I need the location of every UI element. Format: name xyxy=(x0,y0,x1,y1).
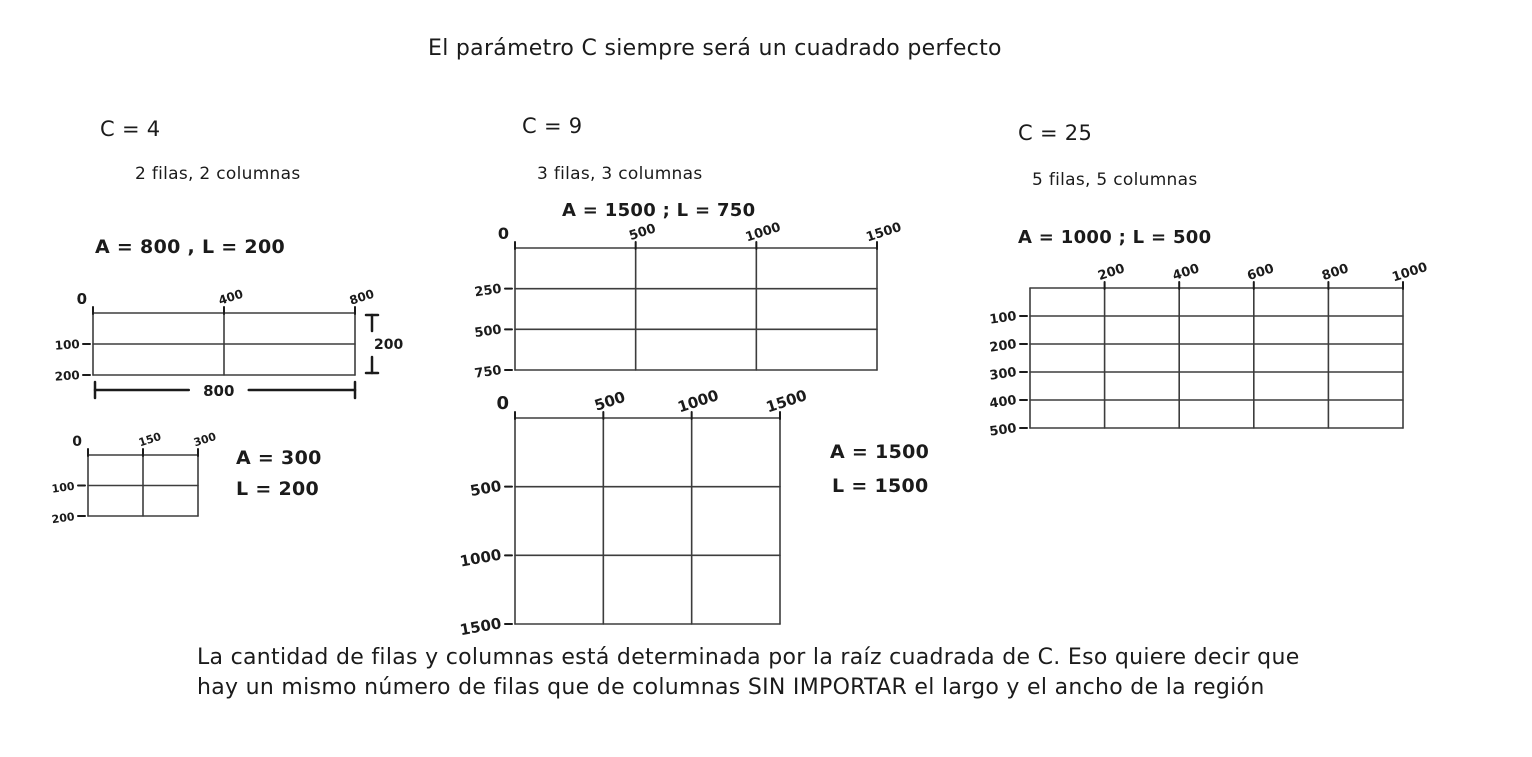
x-axis-label: 1000 xyxy=(743,219,783,246)
y-axis-label: 500 xyxy=(468,476,503,501)
section-c9-subheading: 3 filas, 3 columnas xyxy=(537,164,703,184)
y-axis-label: 100 xyxy=(50,479,76,496)
c9-square-grid xyxy=(458,386,809,639)
x-axis-label: 500 xyxy=(592,387,628,415)
y-axis-label: 200 xyxy=(988,337,1018,356)
x-axis-label: 300 xyxy=(191,429,218,450)
explanation-line-2: hay un mismo número de filas que de columnas SIN IMPORTAR el largo y el ancho de la región xyxy=(197,675,1265,700)
section-c25-heading: C = 25 xyxy=(1018,121,1093,145)
section-c4-annotation-length: L = 200 xyxy=(236,478,320,500)
x-axis-label: 400 xyxy=(1170,261,1202,284)
y-axis-label: 500 xyxy=(988,421,1018,440)
x-axis-label: 150 xyxy=(136,429,163,450)
c9-wide-grid xyxy=(474,220,904,382)
c25-grid xyxy=(989,260,1430,440)
x-axis-label: 1000 xyxy=(1390,259,1430,286)
section-c4-equation: A = 800 , L = 200 xyxy=(95,236,285,258)
y-axis-label: 100 xyxy=(54,337,81,353)
section-c4-heading: C = 4 xyxy=(100,117,161,141)
section-c9-annotation-length: L = 1500 xyxy=(832,475,929,497)
section-c9-equation: A = 1500 ; L = 750 xyxy=(562,200,756,221)
dimension-label: 200 xyxy=(374,337,404,353)
y-axis-label: 500 xyxy=(473,322,503,342)
y-axis-label: 200 xyxy=(54,368,81,384)
x-axis-label: 800 xyxy=(347,286,376,308)
c4-small-grid xyxy=(51,430,218,526)
section-c9-annotation-area: A = 1500 xyxy=(830,441,930,463)
y-axis-label: 750 xyxy=(473,363,503,382)
x-axis-label: 800 xyxy=(1320,261,1351,284)
section-c25-equation: A = 1000 ; L = 500 xyxy=(1018,227,1212,248)
x-axis-label: 400 xyxy=(216,286,245,308)
x-axis-label: 0 xyxy=(76,290,87,308)
y-axis-label: 300 xyxy=(988,365,1018,384)
x-axis-label: 1500 xyxy=(763,386,810,417)
y-axis-label: 250 xyxy=(473,281,503,301)
section-c9-heading: C = 9 xyxy=(522,114,583,138)
x-axis-label: 1000 xyxy=(675,386,721,417)
x-axis-label: 200 xyxy=(1096,261,1127,284)
x-axis-label: 500 xyxy=(627,221,658,244)
x-axis-label: 1500 xyxy=(864,219,904,246)
x-axis-label: 0 xyxy=(496,393,509,414)
x-axis-label: 0 xyxy=(497,224,509,243)
section-c25-subheading: 5 filas, 5 columnas xyxy=(1032,170,1198,190)
y-axis-label: 1000 xyxy=(458,545,503,571)
y-axis-label: 1500 xyxy=(458,614,503,640)
section-c4-subheading: 2 filas, 2 columnas xyxy=(135,164,301,184)
x-axis-label: 600 xyxy=(1245,261,1276,284)
section-c4-annotation-area: A = 300 xyxy=(236,447,322,469)
dimension-label: 800 xyxy=(203,382,235,400)
x-axis-label: 0 xyxy=(72,434,82,450)
explanation-line-1: La cantidad de filas y columnas está determinada por la raíz cuadrada de C. Eso quiere decir que xyxy=(197,645,1300,670)
y-axis-label: 400 xyxy=(988,393,1018,412)
page-title: El parámetro C siempre será un cuadrado perfecto xyxy=(428,36,1002,61)
c4-main-grid xyxy=(54,287,403,400)
explanation-paragraph xyxy=(197,643,1300,703)
y-axis-label: 100 xyxy=(988,309,1018,328)
y-axis-label: 200 xyxy=(50,510,76,527)
